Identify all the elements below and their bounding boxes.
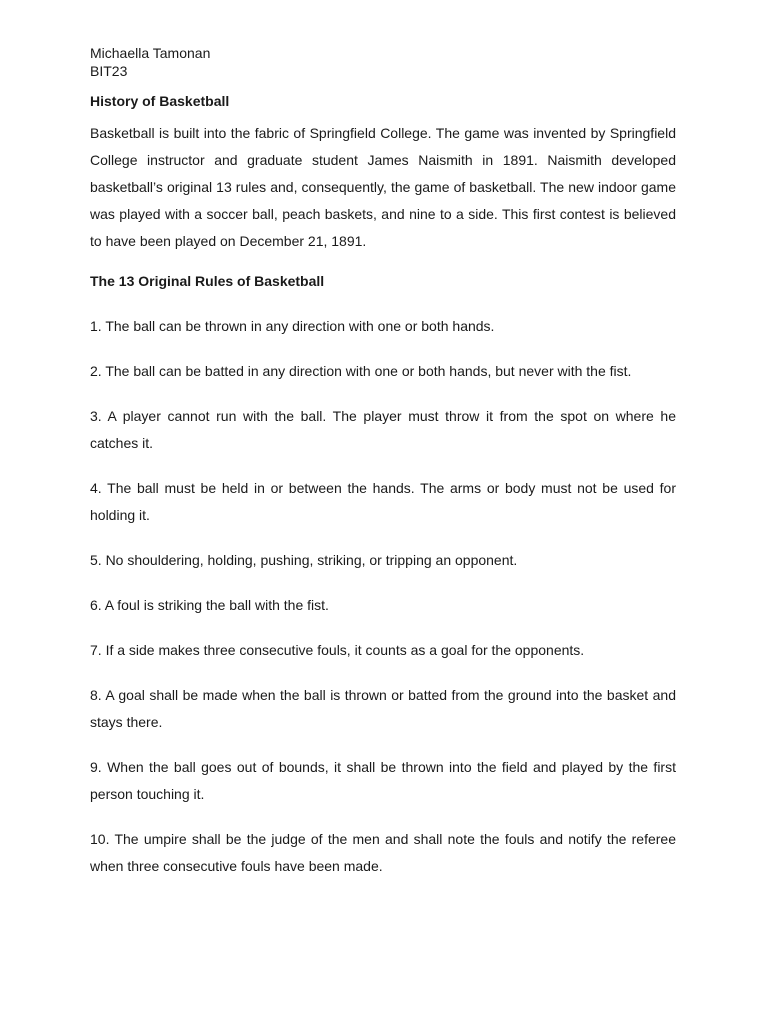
author-section: BIT23 (90, 63, 128, 79)
rule-item: 4. The ball must be held in or between the hands. The arms or body must not be used for holding it. (90, 480, 676, 523)
rule-item: 1. The ball can be thrown in any direction with one or both hands. (90, 318, 495, 334)
rules-list (90, 313, 676, 880)
rule-item: 5. No shouldering, holding, pushing, striking, or tripping an opponent. (90, 552, 518, 568)
rule-item: 8. A goal shall be made when the ball is thrown or batted from the ground into the basket and stays there. (90, 687, 676, 730)
rules-heading: The 13 Original Rules of Basketball (90, 273, 325, 289)
rule-item: 6. A foul is striking the ball with the fist. (90, 597, 329, 613)
author-name: Michaella Tamonan (90, 45, 211, 61)
rule-item: 2. The ball can be batted in any direction with one or both hands, but never with the fist. (90, 363, 632, 379)
rule-item: 10. The umpire shall be the judge of the men and shall note the fouls and notify the referee when three consecutive fouls have been made. (90, 831, 676, 874)
document-body (90, 44, 676, 880)
history-paragraph: Basketball is built into the fabric of Springfield College. The game was invented by Springfield College instructor and graduate student James Naismith in 1891. Naismith developed basketball’s original 13 rules and, consequently, the game of basketball. The new indoor game was played with a soccer ball, peach baskets, and nine to a side. This first contest is believed to have been played on December 21, 1891. (90, 125, 676, 249)
rule-item: 9. When the ball goes out of bounds, it shall be thrown into the field and played by the first person touching it. (90, 759, 676, 802)
rule-item: 7. If a side makes three consecutive fouls, it counts as a goal for the opponents. (90, 642, 585, 658)
rule-item: 3. A player cannot run with the ball. The player must throw it from the spot on where he catches it. (90, 408, 676, 451)
history-heading: History of Basketball (90, 93, 230, 109)
